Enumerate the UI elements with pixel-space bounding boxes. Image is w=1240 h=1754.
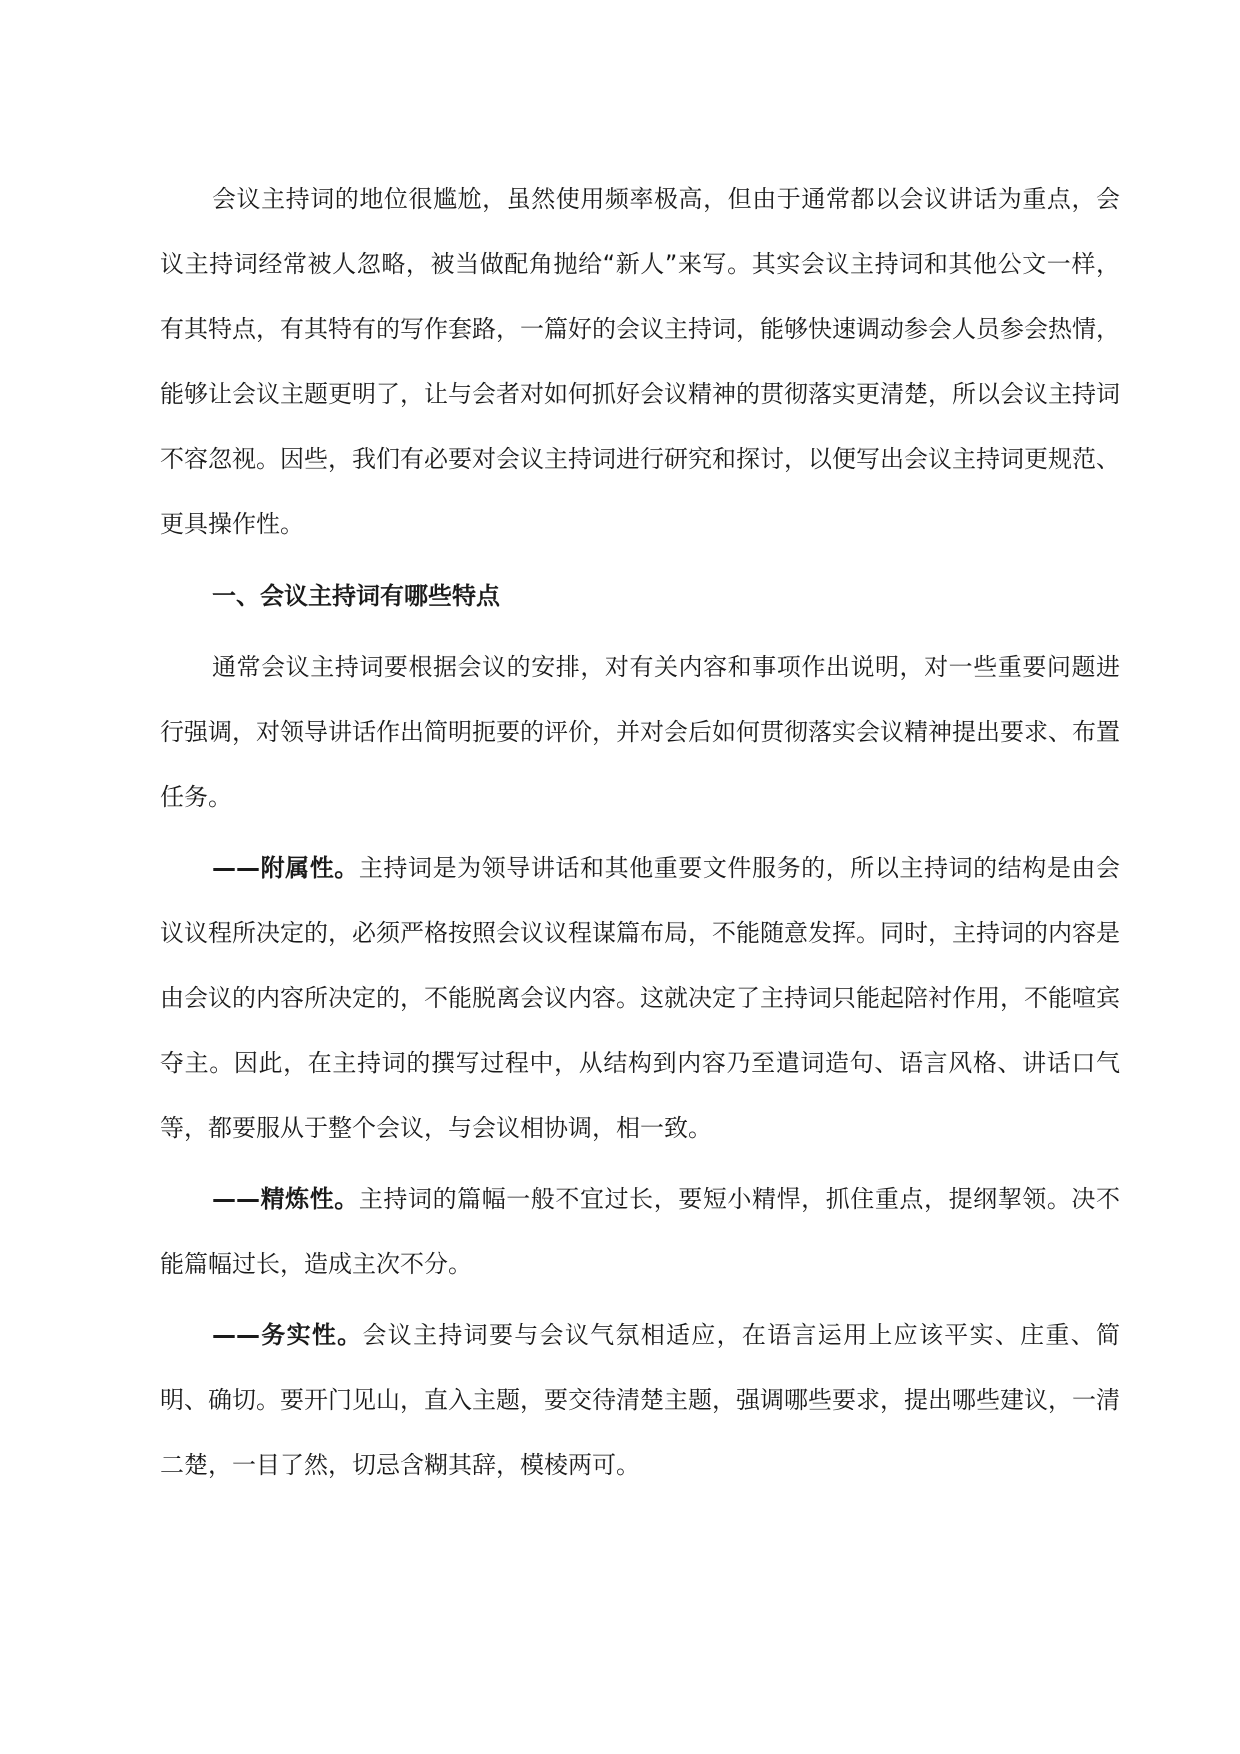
feature-text: 主持词的篇幅一般不宜过长，要短小精悍，抓住重点，提纲挈领。决不能篇幅过长，造成主次不分。	[160, 1185, 1120, 1278]
feature-term: ——务实性。	[212, 1321, 363, 1349]
intro-paragraph: 会议主持词的地位很尴尬，虽然使用频率极高，但由于通常都以会议讲话为重点，会议主持词经常被人忽略，被当做配角抛给“新人”来写。其实会议主持词和其他公文一样，有其特点，有其特有的写作套路，一篇好的会议主持词，能够快速调动参会人员参会热情，能够让会议主题更明了，让与会者对如何抓好会议精神的贯彻落实更清楚，所以会议主持词不容忽视。因些，我们有必要对会议主持词进行研究和探讨，以便写出会议主持词更规范、更具操作性。	[160, 185, 1120, 538]
feature-text: 会议主持词要与会议气氛相适应，在语言运用上应该平实、庄重、简明、确切。要开门见山，直入主题，要交待清楚主题，强调哪些要求，提出哪些建议，一清二楚，一目了然，切忌含糊其辞，模棱两可。	[160, 1321, 1121, 1479]
feature-text: 主持词是为领导讲话和其他重要文件服务的，所以主持词的结构是由会议议程所决定的，必须严格按照会议议程谋篇布局，不能随意发挥。同时，主持词的内容是由会议的内容所决定的，不能脱离会议内容。这就决定了主持词只能起陪衬作用，不能喧宾夺主。因此，在主持词的撰写过程中，从结构到内容乃至遣词造句、语言风格、讲话口气等，都要服从于整个会议，与会议相协调，相一致。	[160, 854, 1120, 1142]
feature-paragraph-practical	[160, 1303, 1120, 1498]
feature-term: ——精炼性。	[212, 1185, 359, 1213]
feature-paragraph-concise	[160, 1167, 1120, 1297]
feature-paragraph-subordinate	[160, 836, 1120, 1161]
section-heading: 一、会议主持词有哪些特点	[212, 582, 500, 610]
section-intro-paragraph: 通常会议主持词要根据会议的安排，对有关内容和事项作出说明，对一些重要问题进行强调，对领导讲话作出简明扼要的评价，并对会后如何贯彻落实会议精神提出要求、布置任务。	[160, 653, 1120, 811]
document-body	[160, 167, 1120, 1498]
feature-term: ——附属性。	[212, 854, 359, 882]
